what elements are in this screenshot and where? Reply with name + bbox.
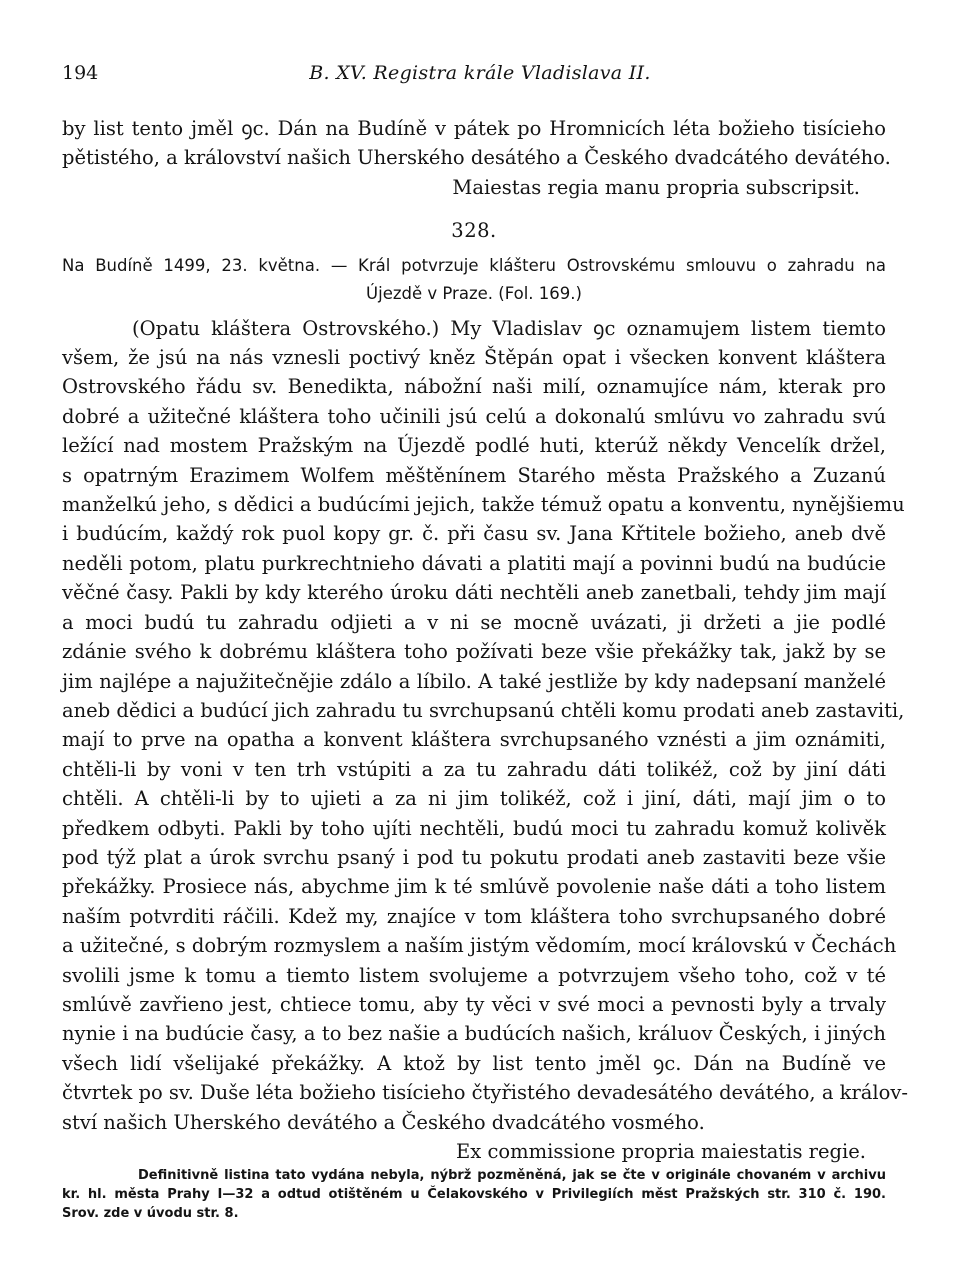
text-line: jim najlépe a najužitečnějie zdálo a líbilo. A také jestliže by kdy nadepsaní manželé [62, 669, 886, 693]
text-line: čtvrtek po sv. Duše léta božieho tisícieho čtyřistého devadesátého devátého, a králov- [62, 1081, 908, 1105]
text-line: dobré a užitečné kláštera toho učinili jsú celú a dokonalú smlúvu vo zahradu svú [62, 404, 886, 428]
page-header [62, 62, 898, 90]
text-line: ležící nad mostem Pražským na Újezdě podlé huti, kterúž někdy Vencelík držel, [62, 434, 886, 458]
text-line: nynie i na budúcie časy, a to bez našie a budúcích našich, králuov Českých, i jiných [62, 1022, 886, 1046]
footnote-line: Definitivně listina tato vydána nebyla, nýbrž pozměněná, jak se čte v originále chovaném v archivu [138, 1168, 886, 1184]
page-body [62, 114, 908, 1223]
text-line: věčné časy. Pakli by kdy kterého úroku dáti nechtěli aneb zanetbali, tehdy jim mají [62, 581, 886, 605]
text-line: manželkú jeho, s dědici a budúcími jejich, takže témuž opatu a konventu, nynějšiemu [62, 493, 905, 517]
text-line: neděli potom, platu purkrechtnieho dávati a platiti mají a povinni budú na budúcie [62, 551, 886, 575]
text-line: a moci budú tu zahradu odjieti a v ni se mocně uvázati, ji držeti a jie podlé [62, 610, 886, 634]
text-line: ství našich Uherského devátého a Českého dvadcátého vosmého. [62, 1110, 705, 1134]
text-line: Ostrovského řádu sv. Benedikta, nábožní naši milí, oznamujíce nám, kterak pro [62, 375, 886, 399]
text-line: smlúvě zavřieno jest, chtiece tomu, aby ty věci v své moci a pevnosti byly a trvaly [62, 992, 886, 1016]
text-line: chtěli. A chtěli-li by to ujieti a za ni jim tolikéž, což i jiní, dáti, mají jim o to [62, 787, 886, 811]
document-text [62, 314, 908, 1167]
previous-document-ending [62, 114, 891, 202]
footnote-line: kr. hl. města Prahy I—32 a odtud otištěném u Čelakovského v Privilegiích měst Pražských str. 310 č. 190. [62, 1187, 886, 1203]
text-line: svolili jsme k tomu a tiemto listem svolujeme a potvrzujem všeho toho, což v té [62, 963, 886, 987]
text-line: aneb dědici a budúcí jich zahradu tu svrchupsanú chtěli komu prodati aneb zastaviti, [62, 698, 905, 722]
text-line: pětistého, a království našich Uherského desátého a Českého dvadcátého devátého. [62, 146, 891, 170]
footnote-line: Srov. zde v úvodu str. 8. [62, 1206, 239, 1222]
text-line: všech lidí všelijaké překážky. A ktož by list tento jměl ꝯc. Dán na Budíně ve [62, 1051, 886, 1075]
text-line: s opatrným Erazimem Wolfem měštěnínem Starého města Pražského a Zuzanú [62, 463, 886, 487]
regest-line: Újezdě v Praze. (Fol. 169.) [366, 283, 582, 303]
text-line: mají to prve na opatha a konvent kláštera svrchupsaného vznésti a jim oznámiti, [62, 728, 886, 752]
text-line: by list tento jměl ꝯc. Dán na Budíně v pátek po Hromnicích léta božieho tisícieho [62, 117, 886, 140]
text-line: (Opatu kláštera Ostrovského.) My Vladislav ꝯc oznamujem listem tiemto [132, 316, 886, 340]
text-line: předkem odbyti. Pakli by toho ujíti nechtěli, budú moci tu zahradu komuž kolivěk [62, 816, 886, 840]
text-line: naším potvrditi ráčili. Kdež my, znajíce v tom kláštera toho svrchupsaného dobré [62, 904, 886, 928]
regest-line: Na Budíně 1499, 23. května. — Král potvrzuje klášteru Ostrovskému smlouvu o zahradu na [62, 255, 886, 275]
text-line: všem, že jsú na nás vznesli poctivý kněz Štěpán opat i všecken konvent kláštera [62, 346, 886, 370]
running-title: B. XV. Registra krále Vladislava II. [309, 62, 651, 84]
entry-number: 328. [451, 219, 497, 243]
signature-line: Maiestas regia manu propria subscripsit. [452, 175, 860, 199]
text-line: chtěli-li by voni v ten trh vstúpiti a za tu zahradu dáti tolikéž, což by jiní dáti [62, 757, 886, 781]
text-line: a užitečné, s dobrým rozmyslem a naším jistým vědomím, mocí královskú v Čechách [62, 934, 897, 958]
text-line: i budúcím, každý rok puol kopy gr. č. při času sv. Jana Křtitele božieho, aneb dvě [62, 522, 886, 546]
text-line: překážky. Prosiece nás, abychme jim k té smlúvě povolenie naše dáti a toho listem [62, 875, 886, 899]
text-line: zdánie svého k dobrému kláštera toho požívati beze všie překážky tak, jakž by se [62, 640, 886, 664]
subscription-line: Ex commissione propria maiestatis regie. [456, 1140, 866, 1163]
text-line: pod týž plat a úrok svrchu psaný i pod tu pokutu prodati aneb zastaviti beze všie [62, 845, 886, 869]
footnote [62, 1166, 886, 1223]
regest [62, 252, 886, 308]
page-number: 194 [62, 62, 99, 84]
